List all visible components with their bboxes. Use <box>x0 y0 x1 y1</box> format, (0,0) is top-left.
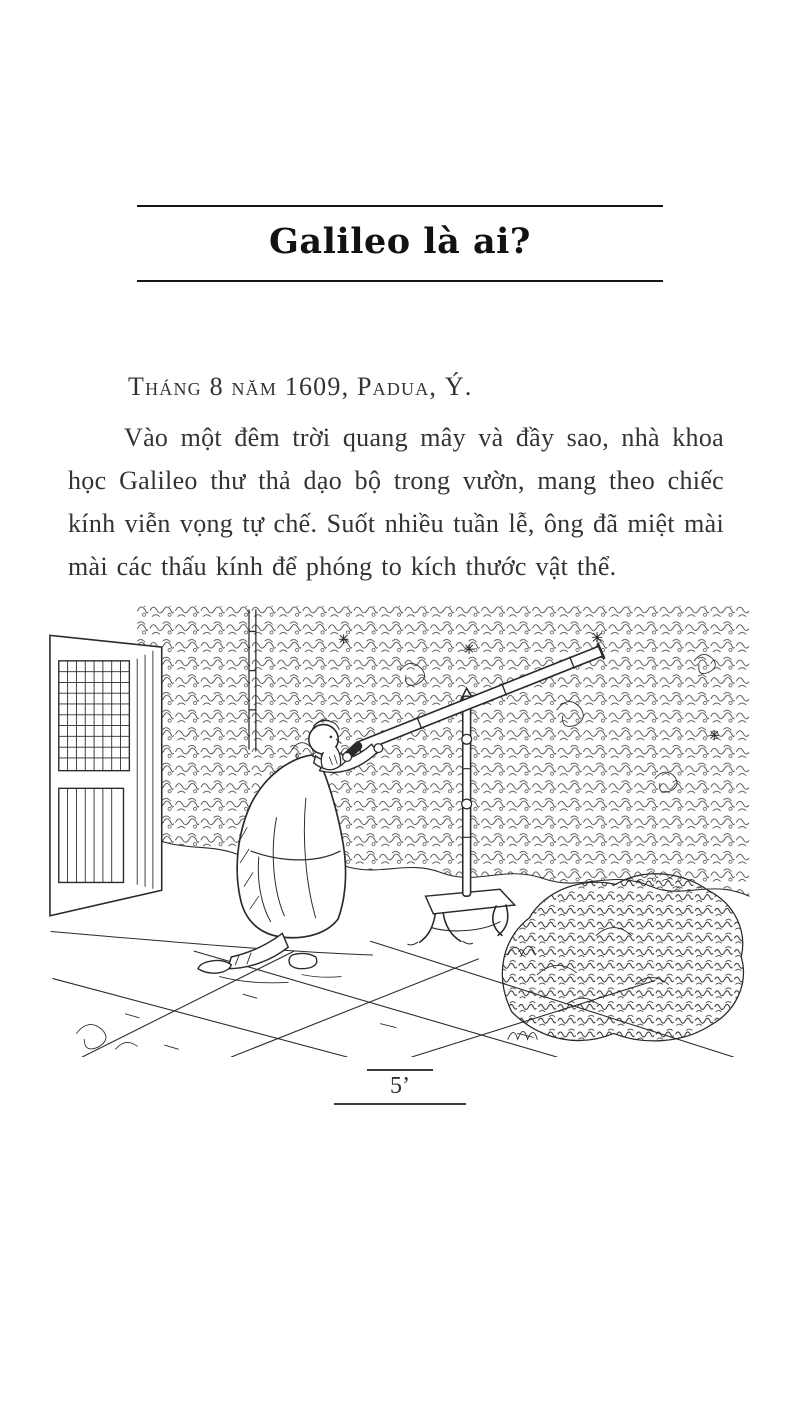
wall <box>50 635 162 915</box>
hedge-background <box>137 606 749 896</box>
dateline: Tháng 8 năm 1609, Padua, Ý. <box>128 372 473 401</box>
book-page <box>0 205 800 1407</box>
bush <box>502 874 743 1041</box>
page-number: 5’ <box>390 1073 410 1099</box>
stool <box>408 889 515 945</box>
illustration-galileo-telescope <box>47 602 753 1057</box>
body-paragraph: Vào một đêm trời quang mây và đầy sao, nhà khoa học Galileo thư thả dạo bộ trong vườn, mang theo chiếc kính viễn vọng tự chế. Suốt nhiều tuần lễ, ông đã miệt mài mài các thấu kính để phóng to kích thước vật thể. <box>68 423 724 581</box>
chapter-header <box>137 205 663 282</box>
footer-rule-bottom <box>334 1103 466 1105</box>
page-footer <box>0 1069 800 1105</box>
page-title: Galileo là ai? <box>269 221 531 262</box>
